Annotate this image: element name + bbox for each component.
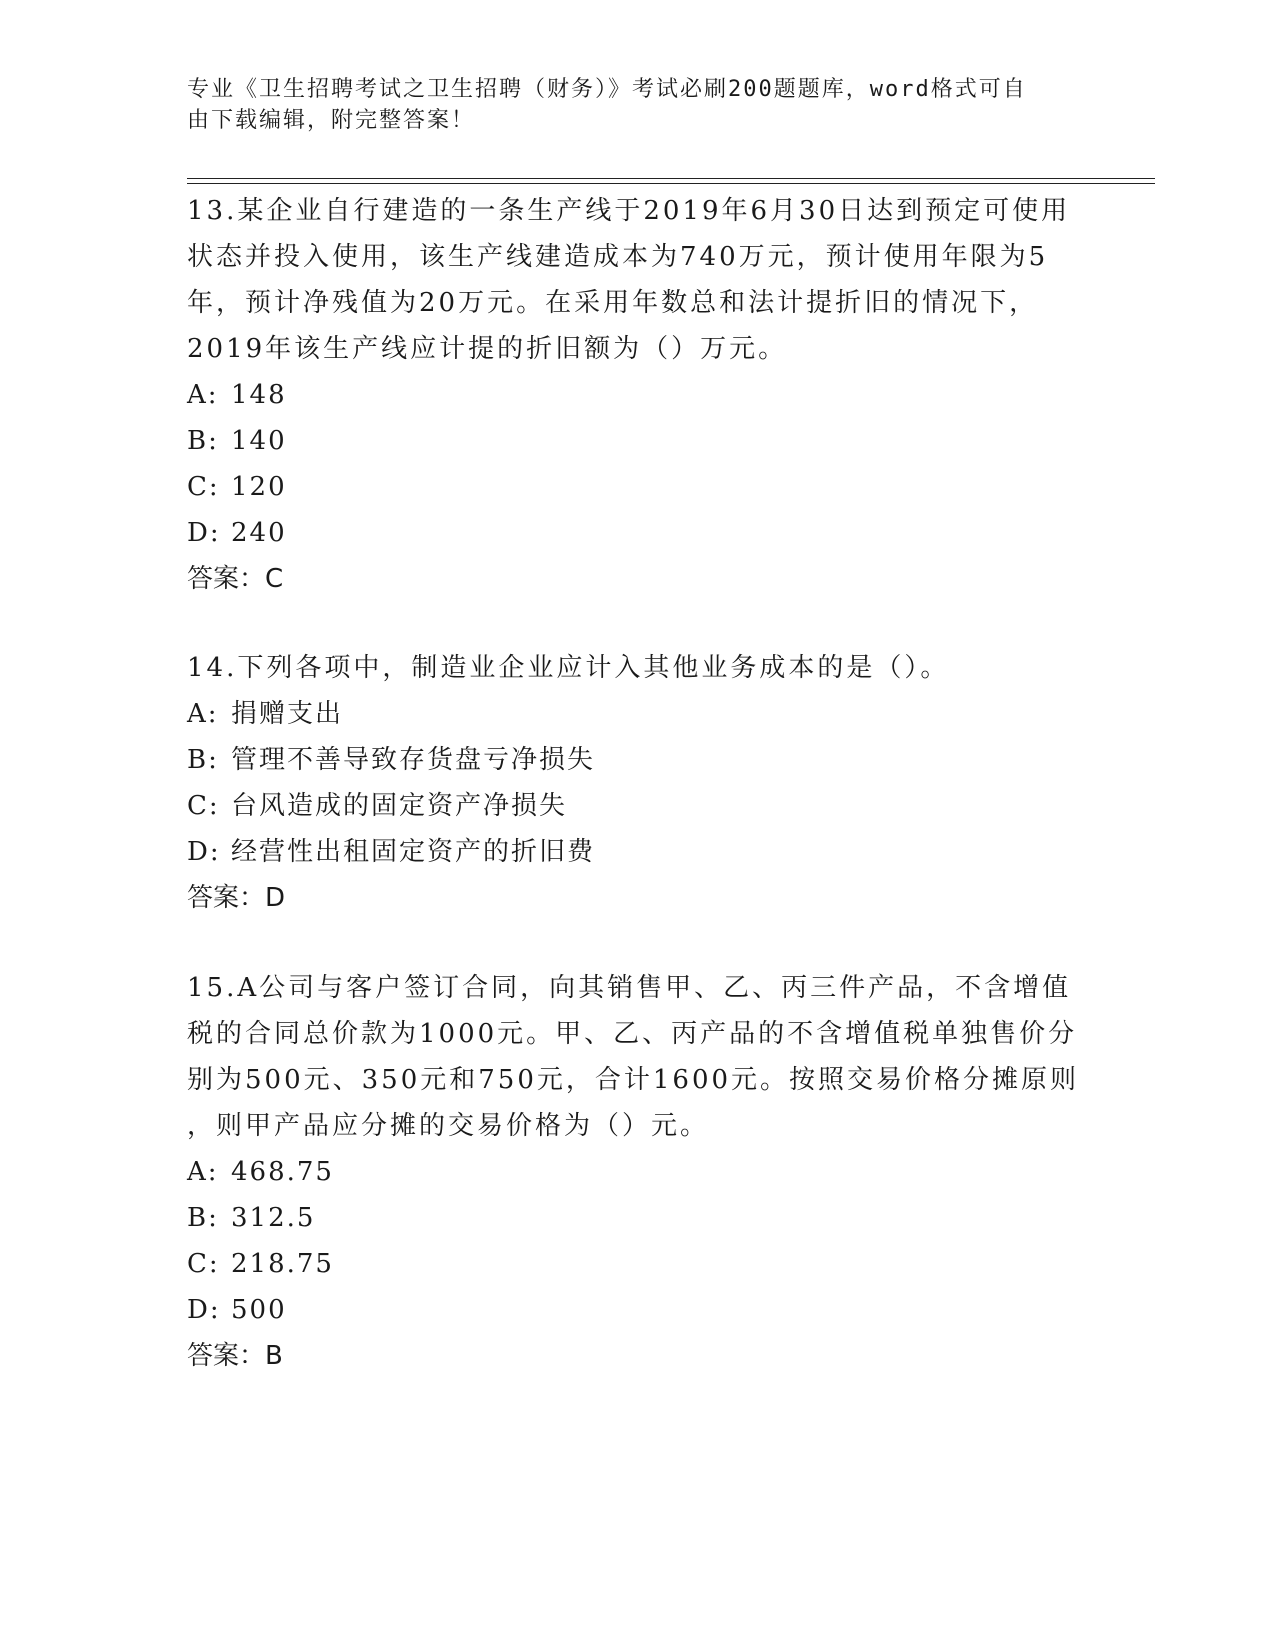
option-text: 240 [231,518,287,548]
option-b [187,737,1087,783]
option-c [187,1241,1087,1287]
option-text: 218.75 [231,1249,334,1279]
option-text: 312.5 [231,1203,316,1233]
option-c [187,783,1087,829]
question-text-line: 15.A公司与客户签订合同，向其销售甲、乙、丙三件产品，不含增值 [187,973,1072,1003]
question-13 [187,188,1087,602]
option-d [187,1287,1087,1333]
question-text-line: 13.某企业自行建造的一条生产线于2019年6月30日达到预定可使用 [187,196,1071,226]
option-a [187,691,1087,737]
answer-line: 答案：D [187,883,286,913]
header-divider-top [187,178,1155,179]
option-text: 经营性出租固定资产的折旧费 [231,837,596,867]
question-text-line: 14.下列各项中，制造业企业应计入其他业务成本的是（）。 [187,653,950,683]
option-label: D: [187,518,221,548]
option-text: 120 [231,472,287,502]
option-label: D: [187,837,221,867]
option-text: 140 [231,426,287,456]
header-line-2: 由下载编辑，附完整答案！ [187,108,476,133]
option-text: 管理不善导致存货盘亏净损失 [231,745,596,775]
answer-line: 答案：B [187,1341,283,1371]
option-label: C: [187,791,220,821]
option-b [187,1195,1087,1241]
question-14 [187,645,1087,921]
question-text-line: 年，预计净残值为20万元。在采用年数总和法计提折旧的情况下， [187,288,1039,318]
document-header [187,74,1067,136]
option-label: A: [187,699,219,729]
option-c [187,464,1087,510]
option-d [187,510,1087,556]
question-text-line: 税的合同总价款为1000元。甲、乙、丙产品的不含增值税单独售价分 [187,1019,1078,1049]
option-label: D: [187,1295,221,1325]
option-text: 468.75 [231,1157,334,1187]
option-text: 148 [231,380,287,410]
answer-line: 答案：C [187,564,284,594]
header-line-1: 专业《卫生招聘考试之卫生招聘（财务）》考试必刷200题题库，word格式可自 [187,77,1027,102]
option-text: 500 [231,1295,287,1325]
question-15 [187,965,1087,1379]
option-label: B: [187,1203,219,1233]
option-a [187,372,1087,418]
option-b [187,418,1087,464]
question-text-line: 状态并投入使用，该生产线建造成本为740万元，预计使用年限为5 [187,242,1049,272]
option-d [187,829,1087,875]
option-text: 捐赠支出 [231,699,344,729]
header-divider-bottom [187,183,1155,184]
question-text-line: ，则甲产品应分摊的交易价格为（）元。 [187,1111,710,1141]
option-label: B: [187,426,219,456]
option-label: A: [187,1157,219,1187]
option-label: C: [187,1249,220,1279]
option-a [187,1149,1087,1195]
option-label: C: [187,472,220,502]
option-text: 台风造成的固定资产净损失 [231,791,568,821]
option-label: B: [187,745,219,775]
question-text-line: 别为500元、350元和750元，合计1600元。按照交易价格分摊原则 [187,1065,1080,1095]
option-label: A: [187,380,219,410]
question-text-line: 2019年该生产线应计提的折旧额为（）万元。 [187,334,788,364]
